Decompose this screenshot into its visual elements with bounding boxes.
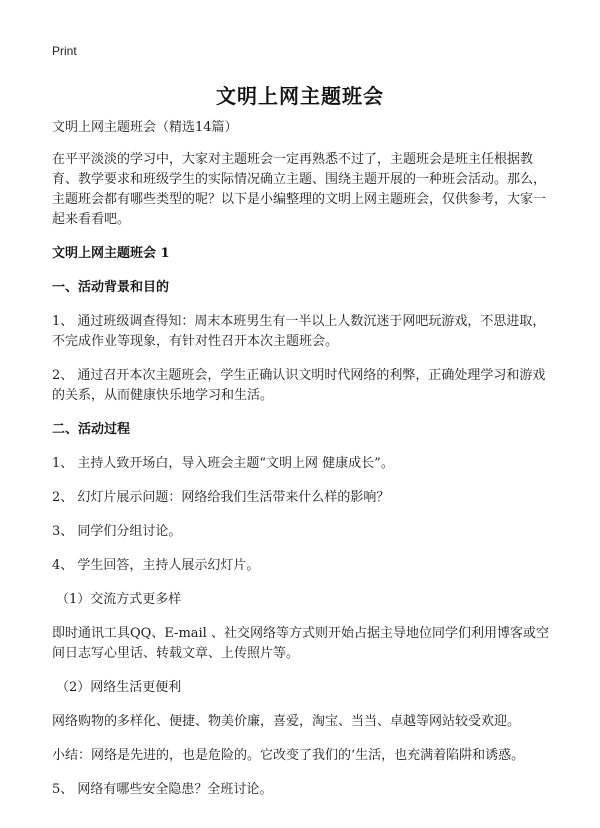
heading-background: 一、活动背景和目的 [52,280,170,295]
section-title: 文明上网主题班会 1 [52,246,170,261]
document-body [52,118,552,814]
subheading-1: （1）交流方式更多样 [56,592,182,607]
subheading-1-text: 即时通讯工具QQ、E-mail 、社交网络等方式则开始占据主导地位同学们利用博客或空间日志写心里话、转载文章、上传照片等。 [52,626,549,661]
page-title: 文明上网主题班会 [216,84,384,108]
background-item-2: 2、 通过召开本次主题班会，学生正确认识文明时代网络的利弊，正确处理学习和游戏的关系，从而健康快乐地学习和生活。 [52,368,546,403]
heading-process: 二、活动过程 [52,422,131,437]
process-step-1: 1、 主持人致开场白，导入班会主题“文明上网 健康成长”。 [52,456,394,471]
print-label[interactable]: Print [52,44,77,58]
document-subtitle: 文明上网主题班会（精选14篇） [52,120,238,135]
summary-paragraph: 小结：网络是先进的，也是危险的。它改变了我们的‘生活，也充满着陷阱和诱惑。 [52,748,525,763]
process-step-5: 5、 网络有哪些安全隐患？全班讨论。 [52,782,273,797]
process-step-3: 3、 同学们分组讨论。 [52,524,182,539]
process-step-2: 2、 幻灯片展示问题：网络给我们生活带来什么样的影响？ [52,490,390,505]
background-item-1: 1、 通过班级调查得知：周末本班男生有一半以上人数沉迷于网吧玩游戏，不思进取，不完成作业等现象，有针对性召开本次主题班会。 [52,314,546,349]
process-step-4: 4、 学生回答，主持人展示幻灯片。 [52,558,260,573]
subheading-2: （2）网络生活更便利 [56,680,182,695]
intro-paragraph: 在平平淡淡的学习中，大家对主题班会一定再熟悉不过了，主题班会是班主任根据教育、教学要求和班级学生的实际情况确立主题、围绕主题开展的一种班会活动。那么，主题班会都有哪些类型的呢？以下是小编整理的文明上网主题班会，仅供参考，大家一起来看看吧。 [52,152,547,227]
subheading-2-text: 网络购物的多样化、便捷、物美价廉，喜爱，淘宝、当当、卓越等网站较受欢迎。 [52,714,521,729]
